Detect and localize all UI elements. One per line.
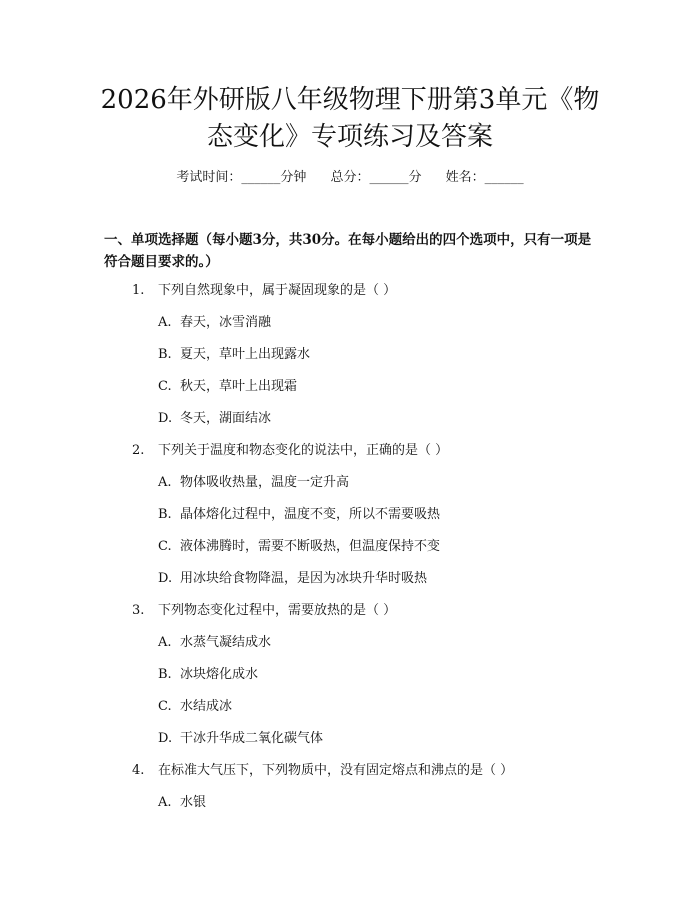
question-2-option-c	[158, 537, 440, 557]
question-2-option-d	[158, 569, 427, 589]
option-text: 干冰升华成二氧化碳气体	[180, 731, 324, 746]
option-text: 春天，冰雪消融	[180, 315, 272, 330]
option-text: 物体吸收热量，温度一定升高	[180, 475, 350, 490]
section-heading-single-choice: 一、单项选择题（每小题3分，共30分。在每小题给出的四个选项中，只有一项是符合题目要求的。）	[104, 232, 592, 270]
option-text: 冰块熔化成水	[180, 667, 259, 682]
exam-time-field: 考试时间：______分钟	[176, 170, 307, 185]
question-number: 4.	[132, 763, 145, 778]
question-2-option-a	[158, 473, 349, 493]
question-3-option-d	[158, 729, 323, 749]
question-1	[132, 281, 396, 301]
option-label: A.	[158, 475, 172, 490]
option-text: 液体沸腾时，需要不断吸热，但温度保持不变	[180, 539, 441, 554]
option-label: B.	[158, 507, 172, 522]
title-line-2: 态变化》专项练习及答案	[206, 122, 493, 152]
option-text: 水银	[180, 795, 207, 810]
option-text: 冬天，湖面结冰	[180, 411, 272, 426]
question-3-option-c	[158, 697, 232, 717]
question-3	[132, 601, 396, 621]
option-label: A.	[158, 795, 172, 810]
question-number: 3.	[132, 603, 145, 618]
question-text: 下列自然现象中，属于凝固现象的是（ ）	[158, 283, 397, 298]
document-title	[80, 82, 620, 156]
question-3-option-a	[158, 633, 271, 653]
total-score-field: 总分：______分	[330, 170, 422, 185]
option-label: C.	[158, 379, 172, 394]
question-1-option-c	[158, 377, 297, 397]
option-label: A.	[158, 635, 172, 650]
option-text: 水结成冰	[180, 699, 233, 714]
option-text: 晶体熔化过程中，温度不变，所以不需要吸热	[180, 507, 441, 522]
exam-info-line	[0, 168, 700, 188]
option-label: C.	[158, 699, 172, 714]
option-text: 用冰块给食物降温，是因为冰块升华时吸热	[180, 571, 428, 586]
question-1-option-d	[158, 409, 271, 429]
question-4-option-a	[158, 793, 206, 813]
student-name-field: 姓名：______	[445, 170, 524, 185]
option-label: B.	[158, 667, 172, 682]
question-1-option-b	[158, 345, 310, 365]
question-4	[132, 761, 513, 781]
option-label: A.	[158, 315, 172, 330]
question-2	[132, 441, 448, 461]
option-text: 秋天，草叶上出现霜	[180, 379, 298, 394]
question-3-option-b	[158, 665, 258, 685]
option-label: B.	[158, 347, 172, 362]
question-2-option-b	[158, 505, 440, 525]
question-text: 下列关于温度和物态变化的说法中，正确的是（ ）	[158, 443, 449, 458]
question-number: 1.	[132, 283, 145, 298]
question-1-option-a	[158, 313, 271, 333]
title-line-1: 2026年外研版八年级物理下册第3单元《物	[100, 85, 600, 115]
question-number: 2.	[132, 443, 145, 458]
option-label: C.	[158, 539, 172, 554]
option-text: 水蒸气凝结成水	[180, 635, 272, 650]
option-text: 夏天，草叶上出现露水	[180, 347, 311, 362]
option-label: D.	[158, 571, 173, 586]
option-label: D.	[158, 731, 173, 746]
option-label: D.	[158, 411, 173, 426]
question-text: 在标准大气压下，下列物质中，没有固定熔点和沸点的是（ ）	[158, 763, 514, 778]
question-text: 下列物态变化过程中，需要放热的是（ ）	[158, 603, 397, 618]
